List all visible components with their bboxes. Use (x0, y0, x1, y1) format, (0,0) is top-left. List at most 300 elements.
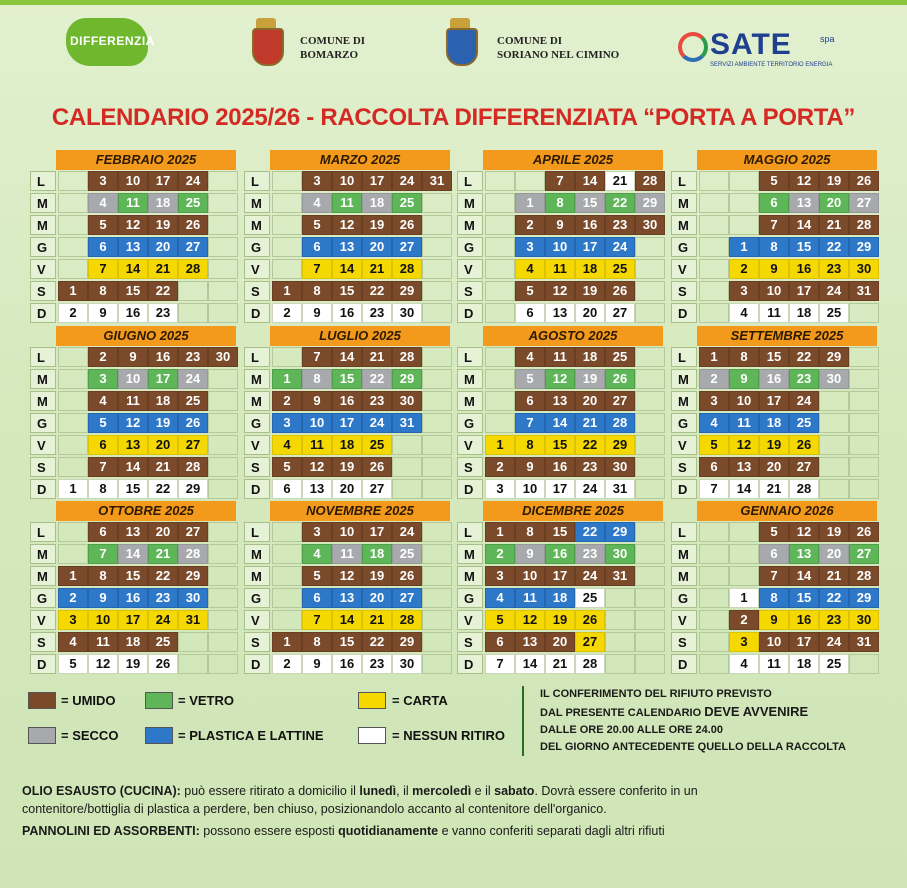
calendar-day-cell: 2 (58, 303, 88, 323)
calendar-day-cell: 26 (362, 457, 392, 477)
empty-cell (605, 610, 635, 630)
calendar-day-cell: 17 (545, 479, 575, 499)
empty-cell (485, 303, 515, 323)
month-title: APRILE 2025 (483, 150, 663, 170)
calendar-day-cell: 20 (575, 303, 605, 323)
calendar-day-cell: 31 (392, 413, 422, 433)
calendar-day-cell: 16 (545, 544, 575, 564)
calendar-day-cell: 24 (575, 479, 605, 499)
day-label: V (244, 259, 270, 279)
calendar-day-cell: 14 (332, 610, 362, 630)
calendar-day-cell: 10 (759, 281, 789, 301)
page-title: CALENDARIO 2025/26 - RACCOLTA DIFFERENZIATA “PORTA A PORTA” (51, 104, 856, 131)
calendar-day-cell: 21 (819, 215, 849, 235)
empty-cell (699, 303, 729, 323)
day-label: M (244, 193, 270, 213)
calendar-day-cell: 27 (178, 522, 208, 542)
calendar-day-cell: 20 (148, 522, 178, 542)
calendar-day-cell: 3 (58, 610, 88, 630)
calendar-day-cell: 12 (545, 281, 575, 301)
day-label: M (671, 193, 697, 213)
sate-ring-icon (678, 32, 708, 62)
calendar-day-cell: 2 (729, 610, 759, 630)
calendar-day-cell: 11 (332, 193, 362, 213)
day-label: S (30, 457, 56, 477)
calendar-day-cell: 16 (545, 457, 575, 477)
calendar-day-cell: 6 (272, 479, 302, 499)
day-label: L (30, 347, 56, 367)
day-label: M (30, 391, 56, 411)
empty-cell (635, 544, 665, 564)
sate-logo (678, 28, 848, 72)
calendar-day-cell: 19 (545, 610, 575, 630)
calendar-day-cell: 2 (485, 457, 515, 477)
calendar-day-cell: 6 (88, 522, 118, 542)
calendar-day-cell: 21 (148, 259, 178, 279)
empty-cell (422, 588, 452, 608)
day-label: S (457, 281, 483, 301)
calendar-day-cell: 8 (759, 237, 789, 257)
month-title: LUGLIO 2025 (270, 326, 450, 346)
empty-cell (272, 193, 302, 213)
calendar-day-cell: 29 (605, 435, 635, 455)
calendar-day-cell: 2 (485, 544, 515, 564)
calendar-day-cell: 15 (789, 237, 819, 257)
calendar-day-cell: 2 (729, 259, 759, 279)
month-title: GENNAIO 2026 (697, 501, 877, 521)
calendar-day-cell: 4 (729, 303, 759, 323)
empty-cell (208, 391, 238, 411)
calendar-day-cell: 1 (729, 237, 759, 257)
calendar-day-cell: 17 (575, 237, 605, 257)
legend-swatch-nessun-ritiro (358, 727, 386, 744)
calendar-day-cell: 8 (729, 347, 759, 367)
calendar-day-cell: 21 (362, 259, 392, 279)
day-label: V (30, 435, 56, 455)
calendar-day-cell: 24 (789, 391, 819, 411)
calendar-day-cell: 10 (332, 171, 362, 191)
empty-cell (272, 215, 302, 235)
empty-cell (635, 654, 665, 674)
calendar-day-cell: 23 (148, 588, 178, 608)
calendar-day-cell: 2 (515, 215, 545, 235)
day-label: M (244, 544, 270, 564)
calendar-day-cell: 7 (88, 259, 118, 279)
calendar-day-cell: 5 (699, 435, 729, 455)
note-line4: DEL GIORNO ANTECEDENTE QUELLO DELLA RACCOLTA (540, 741, 846, 753)
calendar-day-cell: 13 (118, 237, 148, 257)
day-label: L (244, 522, 270, 542)
calendar-day-cell: 22 (148, 566, 178, 586)
day-label: M (30, 566, 56, 586)
calendar-day-cell: 22 (605, 193, 635, 213)
empty-cell (485, 193, 515, 213)
empty-cell (272, 566, 302, 586)
calendar-day-cell: 5 (88, 413, 118, 433)
calendar-day-cell: 17 (148, 171, 178, 191)
empty-cell (699, 193, 729, 213)
empty-cell (849, 654, 879, 674)
empty-cell (208, 544, 238, 564)
calendar-day-cell: 8 (88, 566, 118, 586)
calendar-day-cell: 21 (362, 610, 392, 630)
empty-cell (729, 566, 759, 586)
empty-cell (208, 457, 238, 477)
pannolini-emphasis: quotidianamente (338, 824, 439, 838)
calendar-day-cell: 19 (759, 435, 789, 455)
calendar-day-cell: 23 (819, 259, 849, 279)
calendar-day-cell: 27 (178, 435, 208, 455)
day-label: D (30, 654, 56, 674)
calendar-day-cell: 19 (148, 215, 178, 235)
empty-cell (635, 391, 665, 411)
day-label: G (671, 413, 697, 433)
empty-cell (635, 347, 665, 367)
calendar-day-cell: 10 (118, 171, 148, 191)
empty-cell (272, 171, 302, 191)
empty-cell (849, 413, 879, 433)
calendar-day-cell: 1 (515, 193, 545, 213)
calendar-day-cell: 19 (819, 522, 849, 542)
calendar-day-cell: 6 (302, 588, 332, 608)
calendar-day-cell: 5 (58, 654, 88, 674)
calendar-day-cell: 2 (272, 391, 302, 411)
calendar-day-cell: 25 (605, 259, 635, 279)
day-label: D (30, 303, 56, 323)
calendar-day-cell: 30 (208, 347, 238, 367)
day-label: V (244, 610, 270, 630)
empty-cell (849, 479, 879, 499)
calendar-day-cell: 6 (759, 193, 789, 213)
calendar-day-cell: 12 (789, 522, 819, 542)
calendar-day-cell: 4 (515, 347, 545, 367)
calendar-day-cell: 29 (178, 566, 208, 586)
month-title: NOVEMBRE 2025 (270, 501, 450, 521)
logo-text: DIFFERENZIA (70, 34, 155, 48)
day-label: M (244, 369, 270, 389)
day-label: M (457, 369, 483, 389)
note-line1: IL CONFERIMENTO DEL RIFIUTO PREVISTO (540, 688, 772, 700)
olio-day-mercoledi: mercoledì (412, 784, 472, 798)
day-label: L (244, 171, 270, 191)
empty-cell (208, 303, 238, 323)
calendar-day-cell: 26 (148, 654, 178, 674)
calendar-day-cell: 17 (362, 171, 392, 191)
calendar-day-cell: 25 (605, 347, 635, 367)
empty-cell (272, 588, 302, 608)
comune-bomarzo-line1: COMUNE DI (300, 35, 366, 47)
day-label: G (244, 237, 270, 257)
day-label: M (244, 215, 270, 235)
day-label: S (30, 632, 56, 652)
empty-cell (699, 281, 729, 301)
empty-cell (605, 588, 635, 608)
calendar-day-cell: 25 (819, 654, 849, 674)
calendar-day-cell: 7 (302, 347, 332, 367)
calendar-day-cell: 27 (575, 632, 605, 652)
calendar-day-cell: 3 (302, 171, 332, 191)
calendar-day-cell: 29 (849, 237, 879, 257)
calendar-day-cell: 16 (332, 391, 362, 411)
calendar-day-cell: 13 (545, 391, 575, 411)
empty-cell (208, 193, 238, 213)
empty-cell (729, 215, 759, 235)
calendar-day-cell: 3 (699, 391, 729, 411)
empty-cell (208, 237, 238, 257)
calendar-day-cell: 15 (332, 369, 362, 389)
empty-cell (422, 237, 452, 257)
empty-cell (422, 391, 452, 411)
day-label: S (30, 281, 56, 301)
day-label: V (457, 259, 483, 279)
empty-cell (699, 259, 729, 279)
day-label: G (30, 237, 56, 257)
calendar-day-cell: 26 (789, 435, 819, 455)
calendar-day-cell: 23 (819, 610, 849, 630)
day-label: S (457, 632, 483, 652)
day-label: G (244, 413, 270, 433)
top-accent-line (0, 0, 907, 5)
day-label: V (457, 435, 483, 455)
calendar-day-cell: 1 (58, 479, 88, 499)
empty-cell (485, 413, 515, 433)
calendar-day-cell: 16 (575, 215, 605, 235)
calendar-day-cell: 26 (605, 281, 635, 301)
calendar-day-cell: 13 (118, 522, 148, 542)
calendar-day-cell: 21 (545, 654, 575, 674)
calendar-day-cell: 26 (178, 413, 208, 433)
calendar-day-cell: 9 (545, 215, 575, 235)
empty-cell (422, 193, 452, 213)
olio-day-lunedi: lunedì (359, 784, 397, 798)
calendar-day-cell: 3 (88, 171, 118, 191)
day-label: D (457, 654, 483, 674)
calendar-day-cell: 16 (118, 588, 148, 608)
empty-cell (605, 632, 635, 652)
calendar-day-cell: 3 (729, 281, 759, 301)
calendar-day-cell: 28 (789, 479, 819, 499)
empty-cell (208, 171, 238, 191)
calendar-day-cell: 23 (575, 457, 605, 477)
olio-text-4: . Dovrà essere conferito in un (534, 784, 698, 798)
calendar-day-cell: 1 (272, 632, 302, 652)
empty-cell (272, 544, 302, 564)
calendar-day-cell: 7 (759, 566, 789, 586)
calendar-day-cell: 28 (392, 259, 422, 279)
month-title: GIUGNO 2025 (56, 326, 236, 346)
empty-cell (699, 544, 729, 564)
empty-cell (208, 259, 238, 279)
calendar-day-cell: 11 (302, 435, 332, 455)
empty-cell (819, 391, 849, 411)
calendar-day-cell: 29 (605, 522, 635, 542)
calendar-day-cell: 25 (819, 303, 849, 323)
calendar-day-cell: 29 (849, 588, 879, 608)
calendar-day-cell: 22 (148, 281, 178, 301)
calendar-day-cell: 26 (392, 215, 422, 235)
pannolini-text-2: e vanno conferiti separati dagli altri rifiuti (438, 824, 665, 838)
day-label: L (671, 347, 697, 367)
calendar-day-cell: 17 (362, 522, 392, 542)
legend-label-vetro: = VETRO (178, 693, 234, 708)
calendar-day-cell: 1 (485, 435, 515, 455)
calendar-day-cell: 12 (88, 654, 118, 674)
empty-cell (422, 457, 452, 477)
collection-time-note (522, 686, 846, 756)
calendar-day-cell: 23 (178, 347, 208, 367)
note-line2-emphasis: DEVE AVVENIRE (704, 704, 809, 719)
empty-cell (58, 369, 88, 389)
empty-cell (699, 654, 729, 674)
calendar-day-cell: 26 (392, 566, 422, 586)
calendar-day-cell: 14 (575, 171, 605, 191)
calendar-day-cell: 27 (362, 479, 392, 499)
day-label: D (457, 479, 483, 499)
calendar-day-cell: 23 (575, 544, 605, 564)
calendar-day-cell: 8 (515, 522, 545, 542)
calendar-day-cell: 12 (332, 215, 362, 235)
empty-cell (635, 369, 665, 389)
day-label: M (457, 215, 483, 235)
calendar-day-cell: 15 (545, 435, 575, 455)
calendar-day-cell: 21 (575, 413, 605, 433)
calendar-day-cell: 18 (148, 193, 178, 213)
comune-soriano (497, 34, 619, 62)
calendar-day-cell: 27 (178, 237, 208, 257)
calendar-day-cell: 14 (118, 457, 148, 477)
empty-cell (819, 435, 849, 455)
calendar-day-cell: 12 (545, 369, 575, 389)
calendar-day-cell: 7 (88, 457, 118, 477)
calendar-day-cell: 11 (118, 391, 148, 411)
empty-cell (208, 566, 238, 586)
empty-cell (422, 632, 452, 652)
empty-cell (422, 215, 452, 235)
empty-cell (485, 259, 515, 279)
day-label: L (244, 347, 270, 367)
calendar-day-cell: 21 (759, 479, 789, 499)
empty-cell (485, 215, 515, 235)
empty-cell (208, 610, 238, 630)
calendar-day-cell: 7 (515, 413, 545, 433)
calendar-day-cell: 12 (515, 610, 545, 630)
day-label: L (457, 522, 483, 542)
calendar-day-cell: 17 (332, 413, 362, 433)
empty-cell (422, 479, 452, 499)
calendar-day-cell: 31 (849, 281, 879, 301)
calendar-day-cell: 25 (178, 391, 208, 411)
calendar-day-cell: 8 (515, 435, 545, 455)
sate-subtitle: SERVIZI AMBIENTE TERRITORIO ENERGIA (710, 62, 833, 68)
empty-cell (422, 610, 452, 630)
calendar-day-cell: 24 (819, 632, 849, 652)
calendar-day-cell: 18 (118, 632, 148, 652)
empty-cell (729, 193, 759, 213)
empty-cell (819, 479, 849, 499)
calendar-day-cell: 15 (118, 281, 148, 301)
day-label: M (671, 215, 697, 235)
day-label: D (30, 479, 56, 499)
month-title: MAGGIO 2025 (697, 150, 877, 170)
calendar-day-cell: 13 (789, 193, 819, 213)
calendar-day-cell: 29 (392, 632, 422, 652)
calendar-day-cell: 21 (148, 544, 178, 564)
calendar-day-cell: 17 (545, 566, 575, 586)
month-title: DICEMBRE 2025 (483, 501, 663, 521)
calendar-day-cell: 30 (392, 391, 422, 411)
empty-cell (819, 457, 849, 477)
day-label: D (457, 303, 483, 323)
legend-label-plastica: = PLASTICA E LATTINE (178, 728, 324, 743)
calendar-day-cell: 28 (849, 215, 879, 235)
calendar-day-cell: 11 (515, 588, 545, 608)
calendar-day-cell: 30 (635, 215, 665, 235)
calendar-day-cell: 18 (789, 303, 819, 323)
calendar-day-cell: 15 (575, 193, 605, 213)
empty-cell (422, 413, 452, 433)
empty-cell (422, 654, 452, 674)
empty-cell (729, 171, 759, 191)
calendar-day-cell: 6 (759, 544, 789, 564)
empty-cell (58, 522, 88, 542)
empty-cell (699, 632, 729, 652)
comune-bomarzo (300, 34, 365, 62)
day-label: V (671, 259, 697, 279)
calendar-day-cell: 3 (729, 632, 759, 652)
calendar-day-cell: 20 (332, 479, 362, 499)
calendar-day-cell: 5 (759, 171, 789, 191)
calendar-day-cell: 24 (605, 237, 635, 257)
calendar-day-cell: 13 (545, 303, 575, 323)
calendar-day-cell: 10 (515, 479, 545, 499)
day-label: M (457, 566, 483, 586)
calendar-day-cell: 19 (362, 566, 392, 586)
calendar-day-cell: 30 (849, 610, 879, 630)
calendar-day-cell: 30 (178, 588, 208, 608)
empty-cell (208, 479, 238, 499)
olio-text-2: , il (396, 784, 413, 798)
empty-cell (485, 237, 515, 257)
calendar-day-cell: 30 (392, 303, 422, 323)
calendar-day-cell: 1 (485, 522, 515, 542)
empty-cell (208, 435, 238, 455)
calendar-day-cell: 4 (485, 588, 515, 608)
day-label: S (244, 281, 270, 301)
calendar-day-cell: 18 (759, 413, 789, 433)
calendar-day-cell: 10 (759, 632, 789, 652)
calendar-day-cell: 31 (605, 479, 635, 499)
calendar-day-cell: 1 (729, 588, 759, 608)
day-label: V (244, 435, 270, 455)
day-label: S (244, 457, 270, 477)
olio-paragraph (22, 782, 892, 818)
empty-cell (422, 566, 452, 586)
month-title: MARZO 2025 (270, 150, 450, 170)
calendar-day-cell: 21 (819, 566, 849, 586)
calendar-day-cell: 19 (118, 654, 148, 674)
legend-swatch-umido (28, 692, 56, 709)
empty-cell (699, 610, 729, 630)
calendar-day-cell: 20 (545, 632, 575, 652)
calendar-day-cell: 8 (302, 281, 332, 301)
empty-cell (635, 566, 665, 586)
calendar-day-cell: 9 (515, 544, 545, 564)
calendar-day-cell: 7 (302, 259, 332, 279)
empty-cell (208, 281, 238, 301)
empty-cell (208, 215, 238, 235)
empty-cell (272, 610, 302, 630)
empty-cell (729, 522, 759, 542)
